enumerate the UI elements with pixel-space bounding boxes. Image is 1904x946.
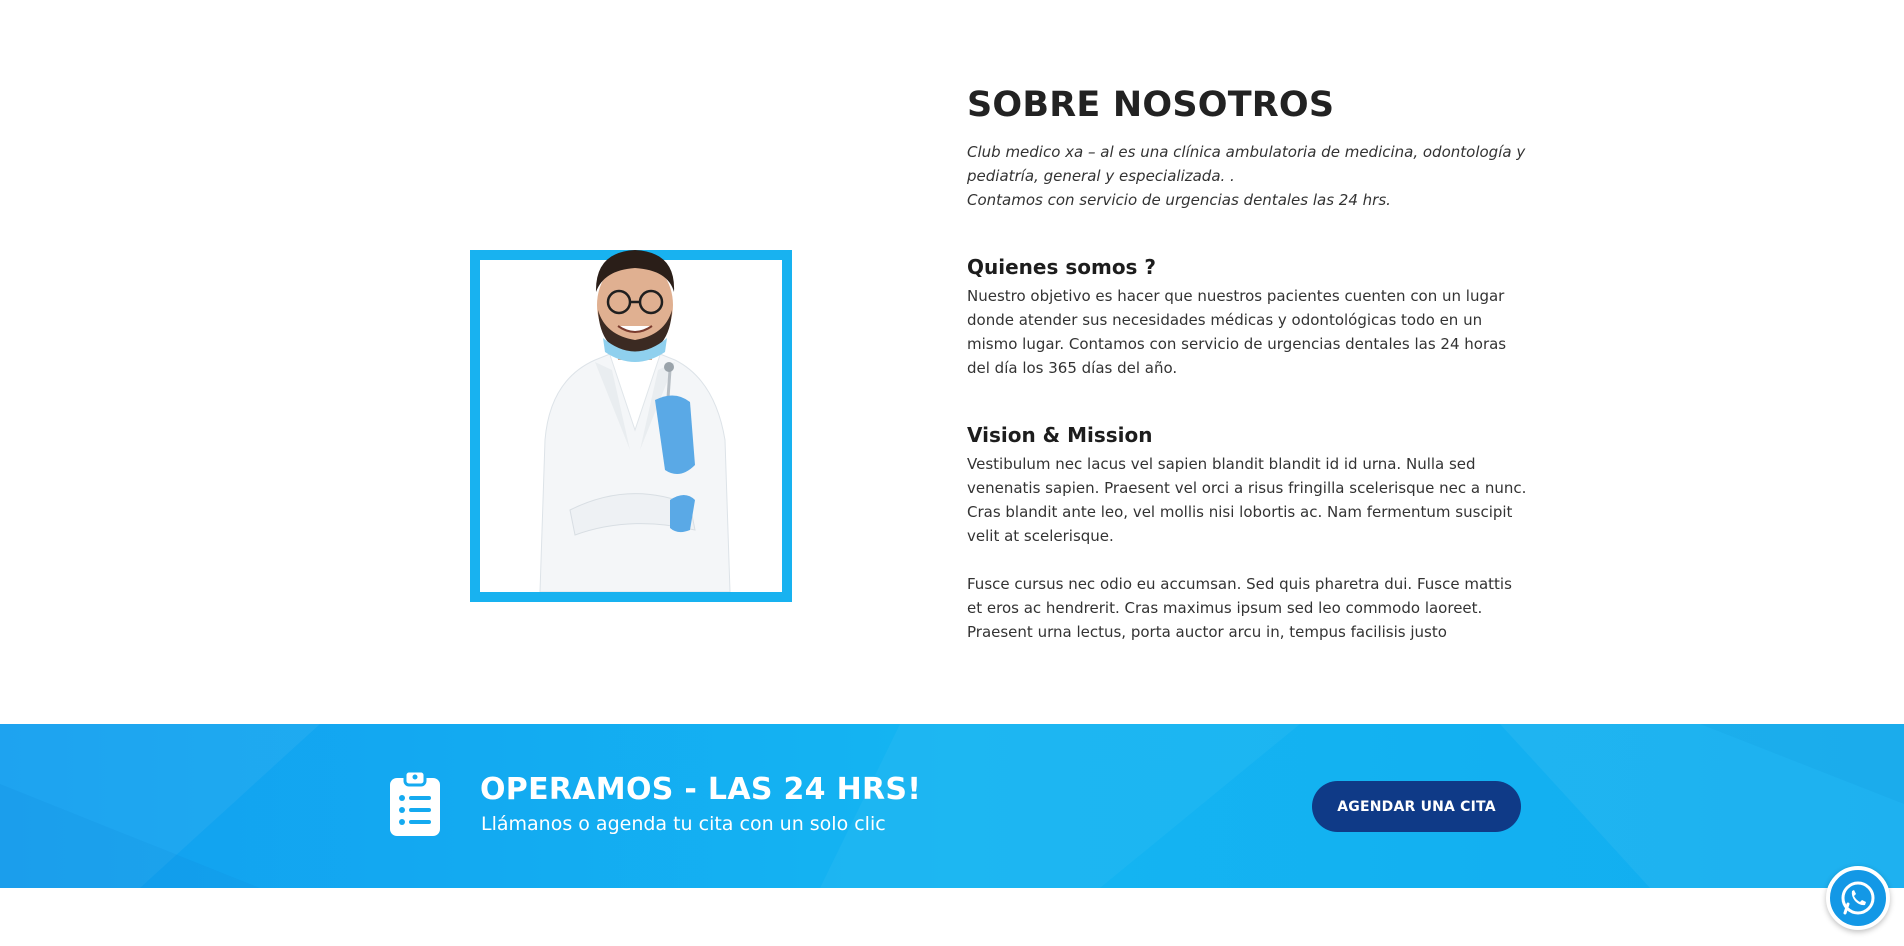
doctor-photo — [500, 230, 770, 592]
book-appointment-button[interactable]: AGENDAR UNA CITA — [1312, 781, 1521, 832]
about-intro — [967, 140, 1527, 212]
vision-text-1: Vestibulum nec lacus vel sapien blandit blandit id id urna. Nulla sed venenatis sapien. Praesent vel orci a risus fringilla scelerisque nec a nunc. Cras blandit ante leo, vel mollis nisi lobortis ac. Nam fermentum suscipit velit at scelerisque. — [967, 455, 1527, 545]
banner-title: OPERAMOS - LAS 24 HRS! — [480, 772, 922, 807]
who-title: Quienes somos ? — [967, 255, 1157, 279]
vision-text-2: Fusce cursus nec odio eu accumsan. Sed quis pharetra dui. Fusce mattis et eros ac hendrerit. Cras maximus ipsum sed leo commodo laoreet. Praesent urna lectus, porta auctor arcu in, tempus facilisis justo — [967, 575, 1512, 641]
doctor-photo-block — [470, 250, 792, 602]
section-title: SOBRE NOSOTROS — [967, 85, 1335, 125]
who-text: Nuestro objetivo es hacer que nuestros pacientes cuenten con un lugar donde atender sus necesidades médicas y odontológicas todo en un mismo lugar. Contamos con servicio de urgencias dentales las 24 horas del día los 365 días del año. — [967, 287, 1507, 377]
about-text-column — [967, 80, 1527, 644]
whatsapp-float-button[interactable] — [1826, 866, 1890, 930]
clipboard-list-icon — [388, 770, 442, 838]
cta-banner — [0, 724, 1904, 888]
banner-background-pattern — [0, 724, 1904, 888]
banner-subtitle: Llámanos o agenda tu cita con un solo clic — [481, 813, 886, 835]
about-intro-line2: Contamos con servicio de urgencias dentales las 24 hrs. — [967, 191, 1391, 209]
whatsapp-icon — [1839, 879, 1877, 917]
about-intro-line1: Club medico xa – al es una clínica ambulatoria de medicina, odontología y pediatría, general y especializada. . — [967, 143, 1526, 185]
vision-title: Vision & Mission — [967, 423, 1153, 447]
